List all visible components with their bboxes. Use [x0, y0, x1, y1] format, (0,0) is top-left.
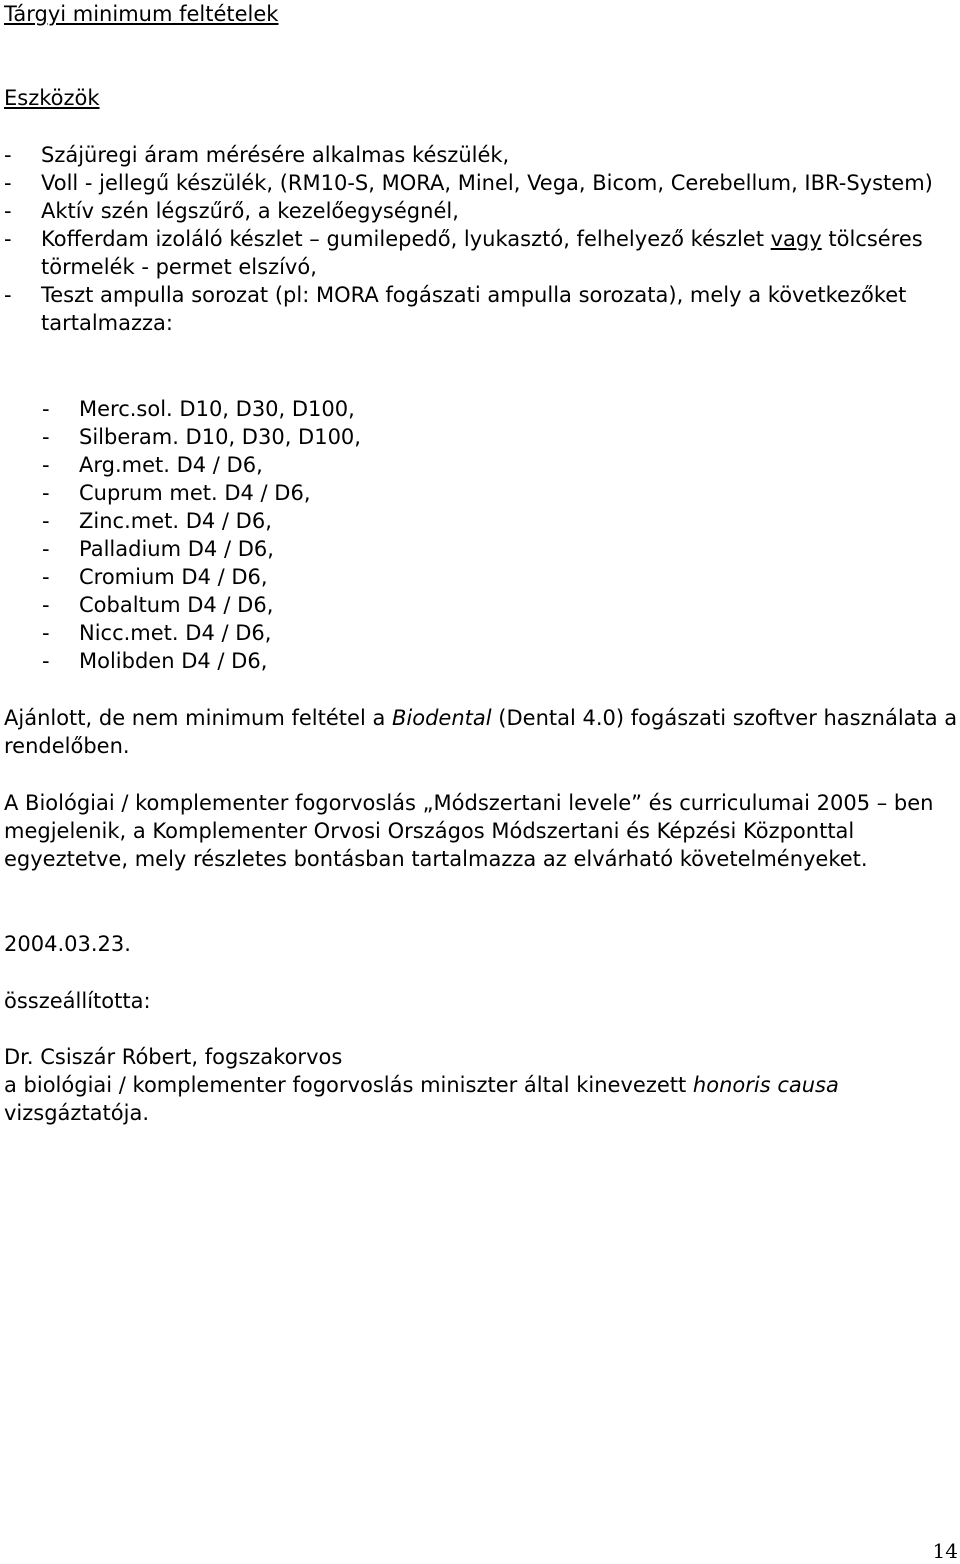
- ampulla-label: Cobaltum D4 / D6,: [79, 593, 274, 617]
- ampulla-label: Silberam. D10, D30, D100,: [79, 425, 361, 449]
- ampulla-item: [4, 563, 904, 591]
- ampulla-label: Palladium D4 / D6,: [79, 537, 274, 561]
- list-dash: -: [42, 481, 50, 505]
- document-date: 2004.03.23.: [4, 932, 131, 956]
- list-dash: -: [42, 621, 50, 645]
- ampulla-label: Cromium D4 / D6,: [79, 565, 268, 589]
- page-title: Tárgyi minimum feltételek: [4, 2, 279, 26]
- list-item-text: Voll - jellegű készülék, (RM10-S, MORA, Minel, Vega, Bicom, Cerebellum, IBR-System): [41, 171, 933, 195]
- software-name: Biodental: [392, 706, 492, 730]
- list-dash: -: [42, 593, 50, 617]
- list-dash: -: [4, 143, 12, 167]
- list-item-text-end: tölcséres törmelék - permet elszívó,: [41, 227, 923, 279]
- curriculum-paragraph: A Biológiai / komplementer fogorvoslás „Módszertani levele” és curriculumai 2005 – ben megjelenik, a Komplementer Orvosi Országos Módszertani és Képzési Központtal egyeztetve, mely részletes bontásban tartalmazza az elvárható követelményeket.: [4, 791, 934, 871]
- list-item: [4, 141, 956, 169]
- ampulla-item: [4, 507, 904, 535]
- ampulla-item: [4, 451, 904, 479]
- author-name: Dr. Csiszár Róbert, fogszakorvos: [4, 1045, 343, 1069]
- list-item-text: Teszt ampulla sorozat (pl: MORA fogászati ampulla sorozata), mely a következőket tartalmazza:: [41, 283, 907, 335]
- ampulla-label: Merc.sol. D10, D30, D100,: [79, 397, 355, 421]
- list-item-text: Szájüregi áram mérésére alkalmas készülék,: [41, 143, 510, 167]
- list-dash: -: [42, 565, 50, 589]
- ampulla-label: Nicc.met. D4 / D6,: [79, 621, 272, 645]
- ampulla-item: [4, 479, 904, 507]
- section-heading: Eszközök: [4, 86, 100, 110]
- ampulla-item: [4, 591, 904, 619]
- honorific: honoris causa: [692, 1073, 839, 1097]
- list-dash: -: [42, 453, 50, 477]
- list-dash: -: [4, 283, 12, 307]
- author-role-end: vizsgáztatója.: [4, 1101, 150, 1125]
- ampulla-label: Molibden D4 / D6,: [79, 649, 268, 673]
- list-dash: -: [42, 397, 50, 421]
- list-dash: -: [4, 171, 12, 195]
- list-item: [4, 281, 956, 337]
- list-dash: -: [42, 425, 50, 449]
- list-dash: -: [4, 227, 12, 251]
- equipment-list: [4, 141, 956, 337]
- list-dash: -: [42, 537, 50, 561]
- ampulla-label: Zinc.met. D4 / D6,: [79, 509, 272, 533]
- recommendation-start: Ajánlott, de nem minimum feltétel a: [4, 706, 393, 730]
- compiled-by-label: összeállította:: [4, 989, 151, 1013]
- author-role: [4, 1071, 960, 1127]
- list-item-text-start: Kofferdam izoláló készlet – gumilepedő, lyukasztó, felhelyező készlet: [41, 227, 771, 251]
- list-dash: -: [4, 199, 12, 223]
- ampulla-item: [4, 619, 904, 647]
- recommendation-end: (Dental 4.0) fogászati szoftver használata a rendelőben.: [4, 706, 958, 758]
- list-item: [4, 169, 956, 197]
- list-item: [4, 225, 956, 281]
- ampulla-item: [4, 423, 904, 451]
- list-item-text: Aktív szén légszűrő, a kezelőegységnél,: [41, 199, 459, 223]
- page-number: 14: [932, 1539, 958, 1563]
- ampulla-item: [4, 647, 904, 675]
- ampulla-label: Cuprum met. D4 / D6,: [79, 481, 311, 505]
- ampulla-item: [4, 395, 904, 423]
- list-dash: -: [42, 509, 50, 533]
- underlined-word: vagy: [770, 227, 822, 251]
- ampulla-label: Arg.met. D4 / D6,: [79, 453, 263, 477]
- recommendation-paragraph: [4, 704, 960, 760]
- ampulla-item: [4, 535, 904, 563]
- ampulla-list: [4, 395, 904, 675]
- list-item: [4, 197, 956, 225]
- author-role-start: a biológiai / komplementer fogorvoslás miniszter által kinevezett: [4, 1073, 693, 1097]
- list-dash: -: [42, 649, 50, 673]
